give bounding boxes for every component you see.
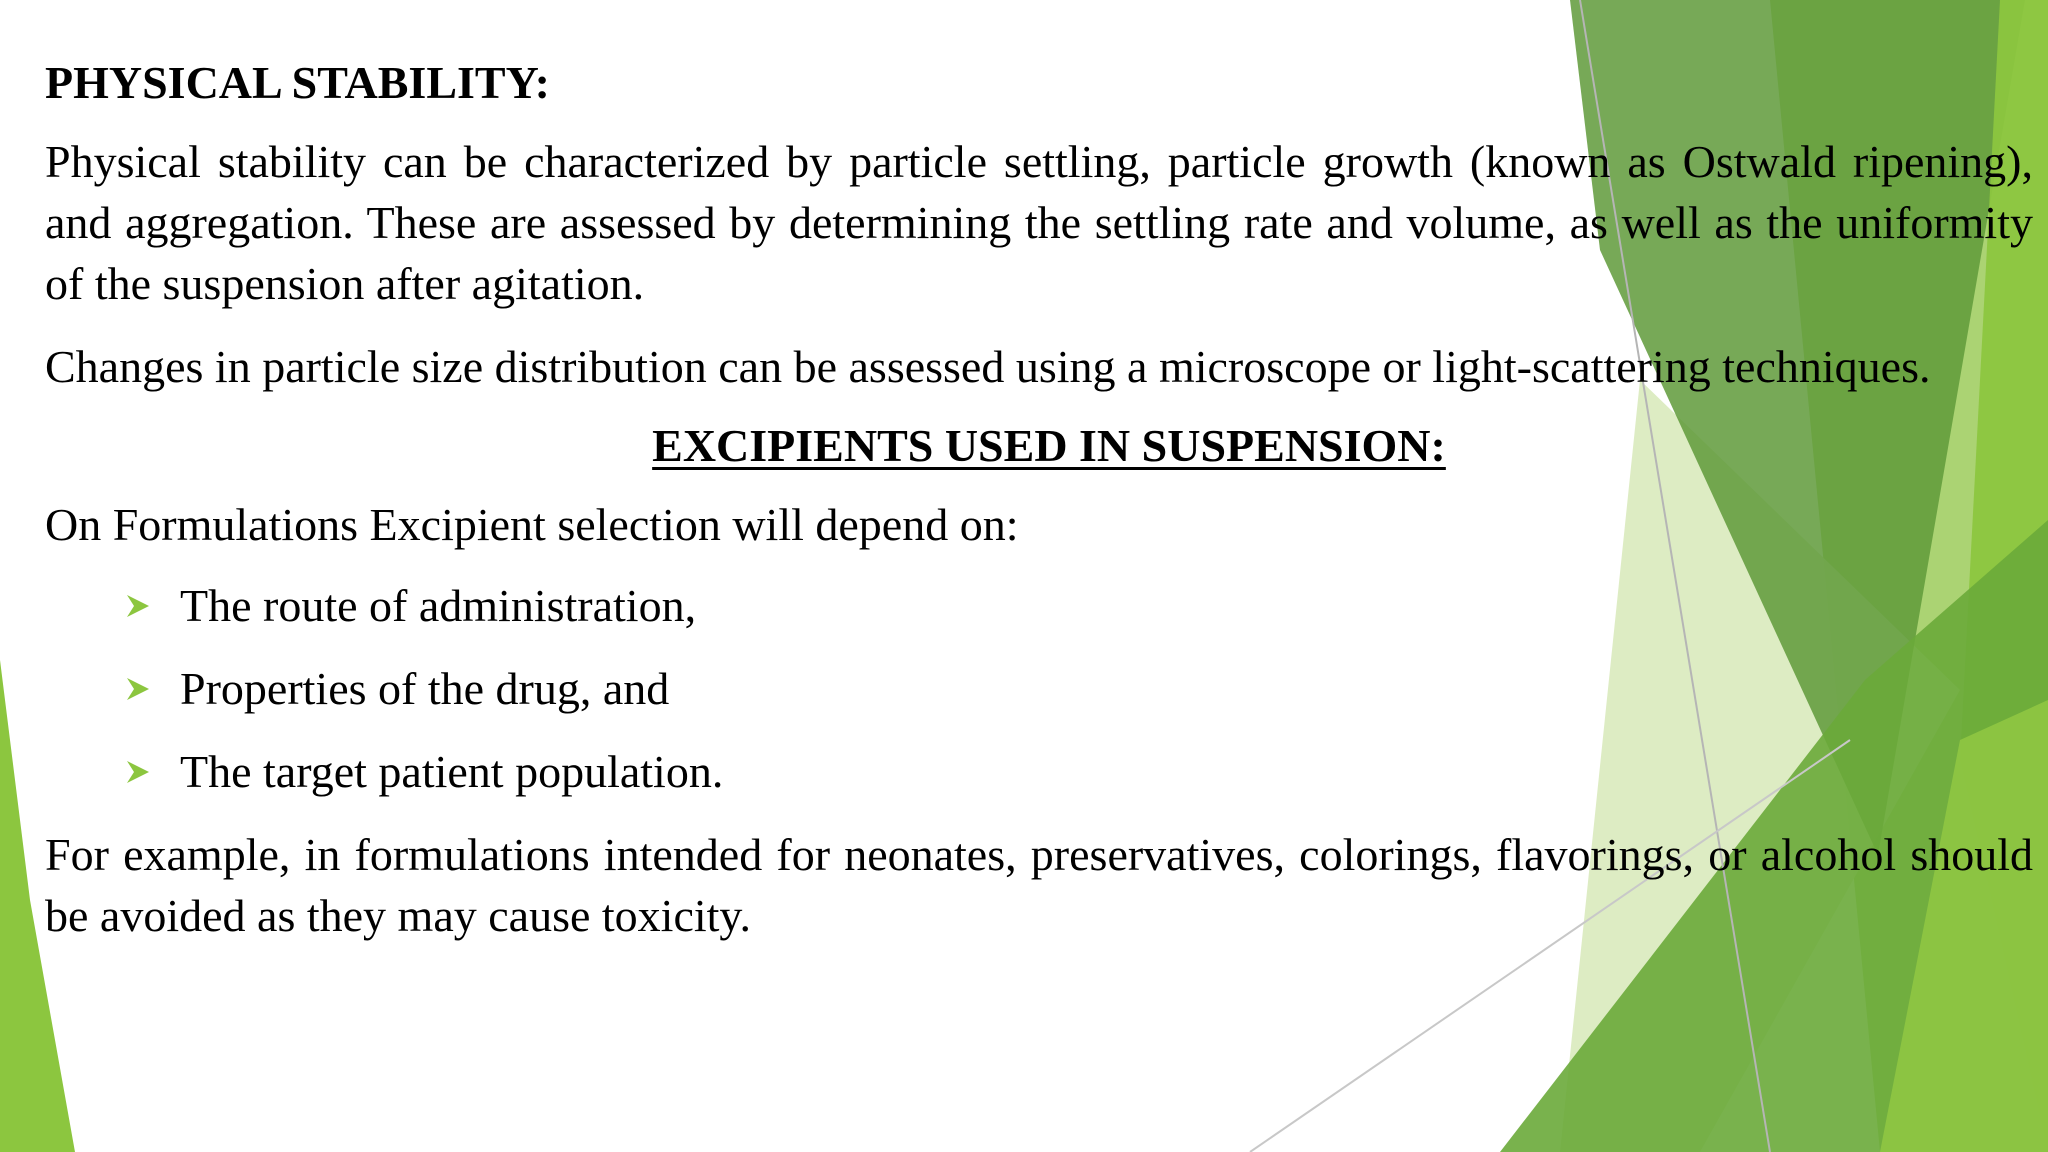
arrow-bullet-icon [125,593,151,619]
bullet-text-route: The route of administration, [180,580,697,631]
physical-stability-paragraph: Physical stability can be characterized by particle settling, particle growth (known as Ostwald ripening), and aggregation. These are assessed by determining the settling rate and volume, as well as the uniformity of the suspension after agitation. [45,136,2033,309]
slide-content [45,52,2033,968]
physical-stability-heading: PHYSICAL STABILITY: [45,57,550,108]
list-item [45,575,2033,636]
excipient-criteria-list [45,575,2033,802]
excipient-selection-intro: On Formulations Excipient selection will depend on: [45,499,1019,550]
arrow-bullet-icon [125,759,151,785]
bullet-text-population: The target patient population. [180,746,724,797]
arrow-bullet-icon [125,676,151,702]
particle-size-paragraph: Changes in particle size distribution can be assessed using a microscope or light-scattering techniques. [45,341,1931,392]
list-item [45,741,2033,802]
list-item [45,658,2033,719]
excipients-heading: EXCIPIENTS USED IN SUSPENSION: [652,420,1446,471]
neonates-example-paragraph: For example, in formulations intended for neonates, preservatives, colorings, flavorings, or alcohol should be avoided as they may cause toxicity. [45,829,2033,941]
bullet-text-properties: Properties of the drug, and [180,663,670,714]
